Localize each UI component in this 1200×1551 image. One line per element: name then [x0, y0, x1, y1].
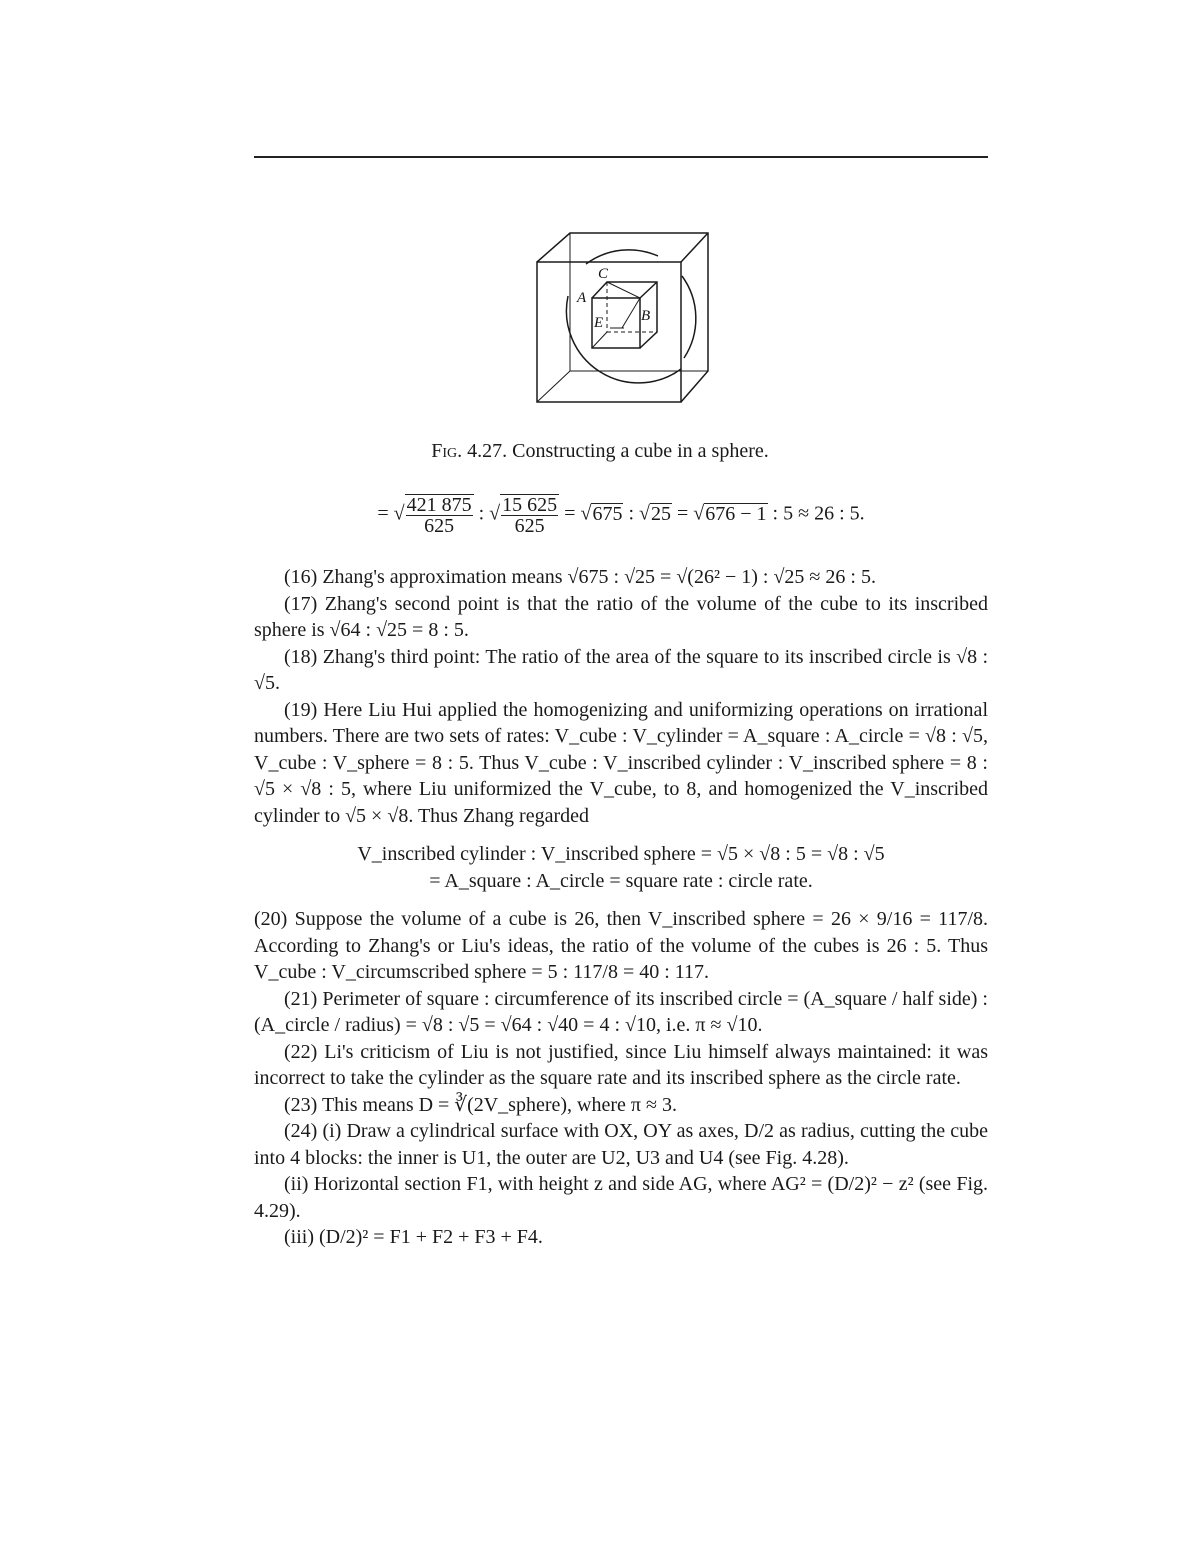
label-b: B [641, 308, 651, 324]
note-23: (23) This means D = ∛(2V_sphere), where π ≈ 3. [284, 1093, 677, 1116]
note-22: (22) Li's criticism of Liu is not justified, since Liu himself always maintained: it was incorrect to take the cylinder as the square rate and its inscribed sphere as the circle rate. [254, 1040, 988, 1089]
note-24-i: (24) (i) Draw a cylindrical surface with OX, OY as axes, D/2 as radius, cutting the cube into 4 blocks: the inner is U1, the outer are U2, U3 and U4 (see Fig. 4.28). [254, 1120, 988, 1169]
note-19: (19) Here Liu Hui applied the homogenizing and uniformizing operations on irrational numbers. There are two sets of rates: V_cube : V_cylinder = A_square : A_circle = √8 : √5, V_cube : V_sphere = 8 : 5. Thus V_cube : V_inscribed cylinder : V_inscribed sphere = 8 : √5 × √8 : 5, where Liu uniformized the V_cube, to 8, and homogenized the V_inscribed cylinder to √5 × √8. Thus Zhang regarded [254, 698, 988, 827]
label-c: C [598, 266, 609, 282]
note-16: (16) Zhang's approximation means √675 : √25 = √(26² − 1) : √25 ≈ 26 : 5. [284, 566, 876, 588]
note-17: (17) Zhang's second point is that the ratio of the volume of the cube to its inscribed sphere is √64 : √25 = 8 : 5. [254, 592, 988, 641]
note-18: (18) Zhang's third point: The ratio of the area of the square to its inscribed circle is √8 : √5. [254, 645, 988, 694]
label-a: A [577, 290, 587, 306]
label-e: E [594, 315, 604, 331]
notes-block [254, 564, 988, 1251]
note-24-ii: (ii) Horizontal section F1, with height z and side AG, where AG² = (D/2)² − z² (see Fig. 4.29). [254, 1173, 988, 1222]
note-21: (21) Perimeter of square : circumference of its inscribed circle = (A_square / half side) : (A_circle / radius) = √8 : √5 = √64 : √40 = 4 : √10, i.e. π ≈ √10. [254, 987, 988, 1036]
display-eq-2: = A_square : A_circle = square rate : circle rate. [429, 869, 813, 892]
note-24-iii: (iii) (D/2)² = F1 + F2 + F3 + F4. [284, 1226, 543, 1248]
cube-in-sphere-figure [530, 228, 712, 408]
caption-label: Fig. 4.27. [431, 440, 508, 462]
caption-text: Constructing a cube in a sphere. [512, 440, 769, 462]
formula-top: = √ $\frac{421 875}{625}$ : √ $\frac{15 625}{625}$ = √675 : √25 = √676 − 1 : 5 ≈ 26 : 5. [377, 494, 865, 537]
display-eq-1: V_inscribed cylinder : V_inscribed sphere = √5 × √8 : 5 = √8 : √5 [357, 843, 885, 865]
figure-caption [0, 440, 1200, 463]
header-rule [254, 156, 988, 158]
note-20: (20) Suppose the volume of a cube is 26, then V_inscribed sphere = 26 × 9/16 = 117/8. According to Zhang's or Liu's ideas, the ratio of the volume of the cubes is 26 : 5. Thus V_cube : V_circumscribed sphere = 5 : 117/8 = 40 : 117. [254, 908, 988, 983]
